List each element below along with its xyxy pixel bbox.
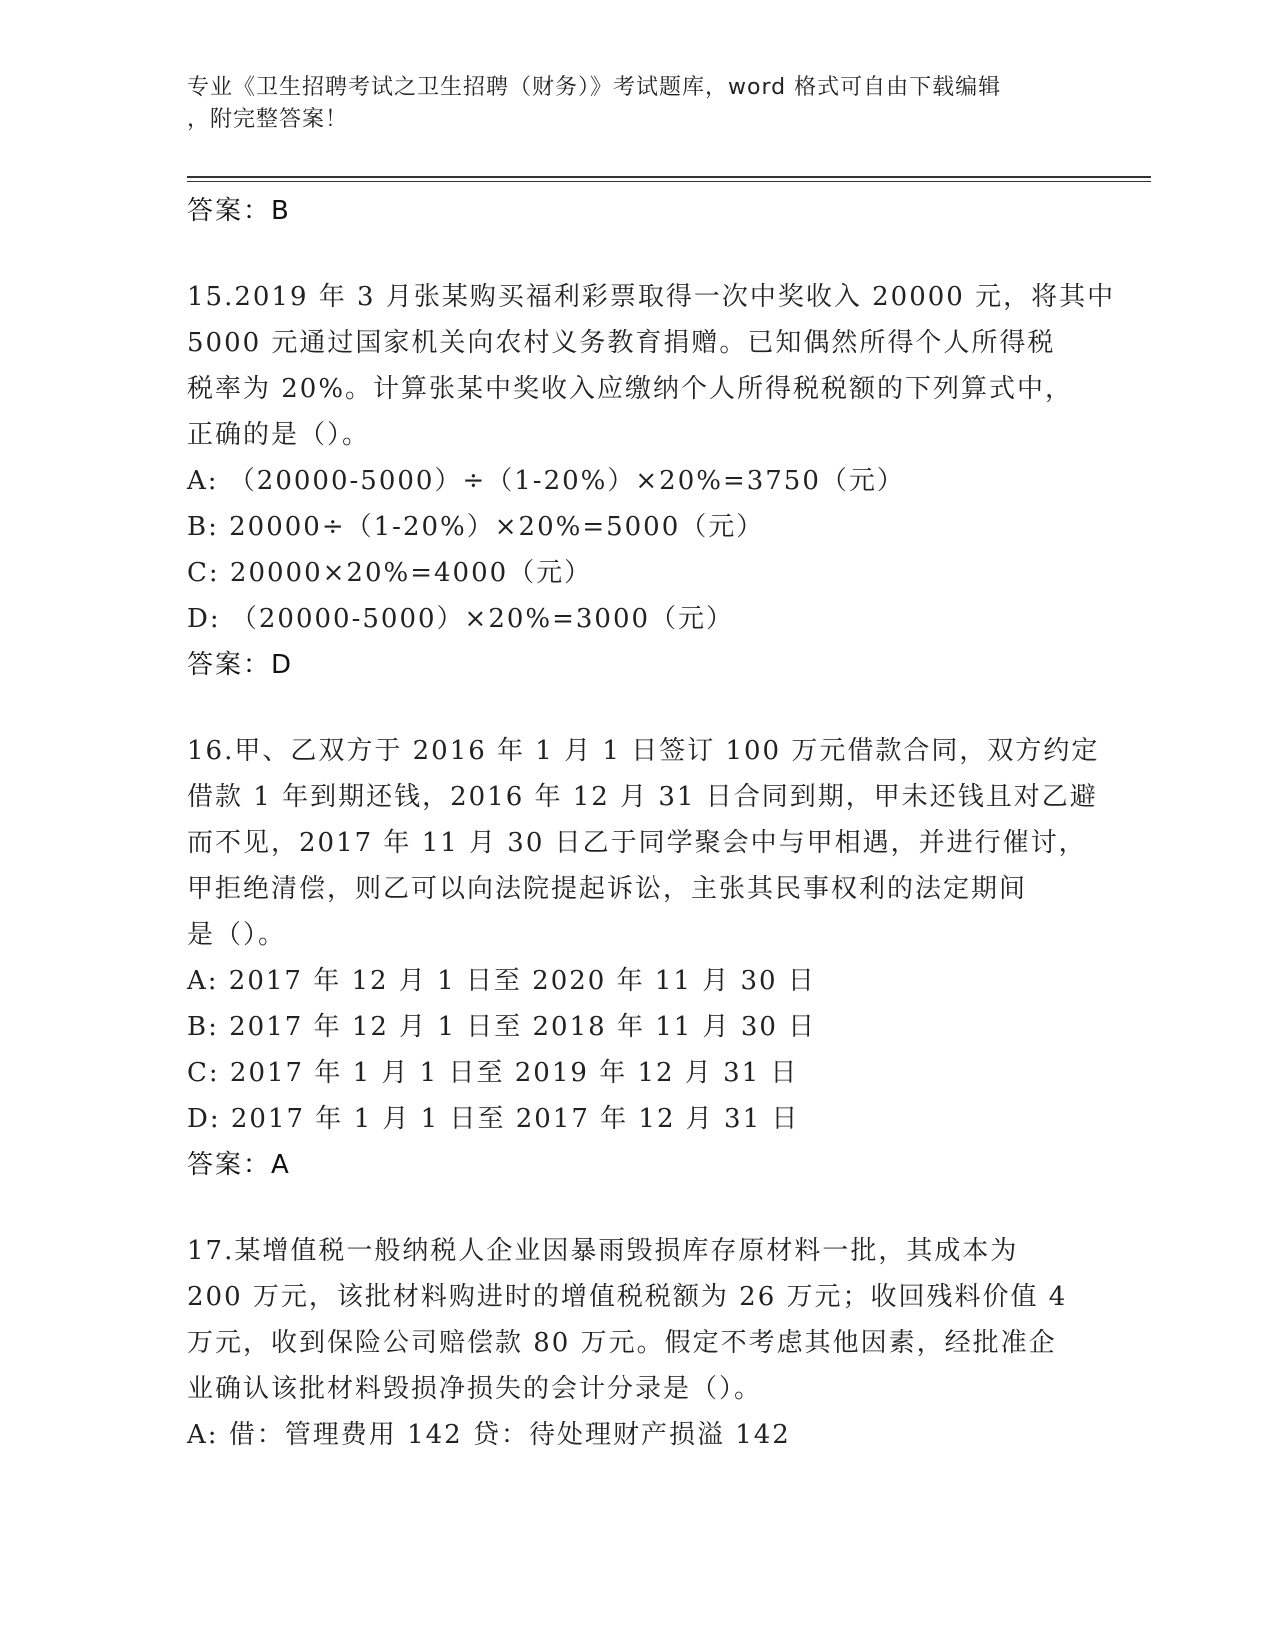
- header-divider-thin: [187, 181, 1151, 182]
- question-16-line-3: 而不见，2017 年 11 月 30 日乙于同学聚会中与甲相遇，并进行催讨，: [187, 828, 1087, 858]
- question-16-answer: 答案：A: [187, 1150, 291, 1180]
- question-16-option-b: B: 2017 年 12 月 1 日至 2018 年 11 月 30 日: [187, 1012, 817, 1042]
- previous-answer: 答案：B: [187, 196, 291, 226]
- question-15-line-2: 5000 元通过国家机关向农村义务教育捐赠。已知偶然所得个人所得税: [187, 328, 1056, 358]
- question-16-line-5: 是（）。: [187, 920, 287, 950]
- question-15-option-c: C: 20000×20%=4000（元）: [187, 558, 593, 588]
- question-17-line-1: 17.某增值税一般纳税人企业因暴雨毁损库存原材料一批，其成本为: [187, 1236, 1019, 1266]
- question-15-option-d: D: （20000-5000）×20%=3000（元）: [187, 604, 735, 634]
- question-17-line-3: 万元，收到保险公司赔偿款 80 万元。假定不考虑其他因素，经批准企: [187, 1328, 1057, 1358]
- spacer: [187, 688, 1087, 728]
- header-divider-thick: [187, 176, 1151, 178]
- question-16: [187, 728, 1100, 1188]
- question-16-option-d: D: 2017 年 1 月 1 日至 2017 年 12 月 31 日: [187, 1104, 800, 1134]
- spacer: [187, 234, 1087, 274]
- question-15-line-4: 正确的是（）。: [187, 420, 371, 450]
- header-line-1: 专业《卫生招聘考试之卫生招聘（财务）》考试题库，word 格式可自由下载编辑: [187, 75, 1002, 100]
- question-17: [187, 1228, 1087, 1458]
- question-17-option-a: A: 借：管理费用 142 贷：待处理财产损溢 142: [187, 1420, 791, 1450]
- question-15-answer: 答案：D: [187, 650, 294, 680]
- header-line-2: ，附完整答案！: [187, 107, 349, 132]
- question-16-option-c: C: 2017 年 1 月 1 日至 2019 年 12 月 31 日: [187, 1058, 799, 1088]
- question-15-line-3: 税率为 20%。计算张某中奖收入应缴纳个人所得税税额的下列算式中，: [187, 374, 1074, 404]
- question-17-line-4: 业确认该批材料毁损净损失的会计分录是（）。: [187, 1374, 763, 1404]
- document-header: [187, 72, 1067, 136]
- question-17-line-2: 200 万元，该批材料购进时的增值税税额为 26 万元；收回残料价值 4: [187, 1282, 1068, 1312]
- question-16-line-1: 16.甲、乙双方于 2016 年 1 月 1 日签订 100 万元借款合同，双方约定: [187, 736, 1100, 766]
- question-15: [187, 274, 1116, 688]
- question-15-option-a: A: （20000-5000）÷（1-20%）×20%=3750（元）: [187, 466, 905, 496]
- question-16-line-2: 借款 1 年到期还钱，2016 年 12 月 31 日合同到期，甲未还钱且对乙避: [187, 782, 1098, 812]
- question-16-line-4: 甲拒绝清偿，则乙可以向法院提起诉讼，主张其民事权利的法定期间: [187, 874, 1028, 904]
- question-content: [187, 188, 1116, 1458]
- question-15-option-b: B: 20000÷（1-20%）×20%=5000（元）: [187, 512, 765, 542]
- question-16-option-a: A: 2017 年 12 月 1 日至 2020 年 11 月 30 日: [187, 966, 816, 996]
- spacer: [187, 1188, 1087, 1228]
- question-15-line-1: 15.2019 年 3 月张某购买福利彩票取得一次中奖收入 20000 元，将其中: [187, 282, 1116, 312]
